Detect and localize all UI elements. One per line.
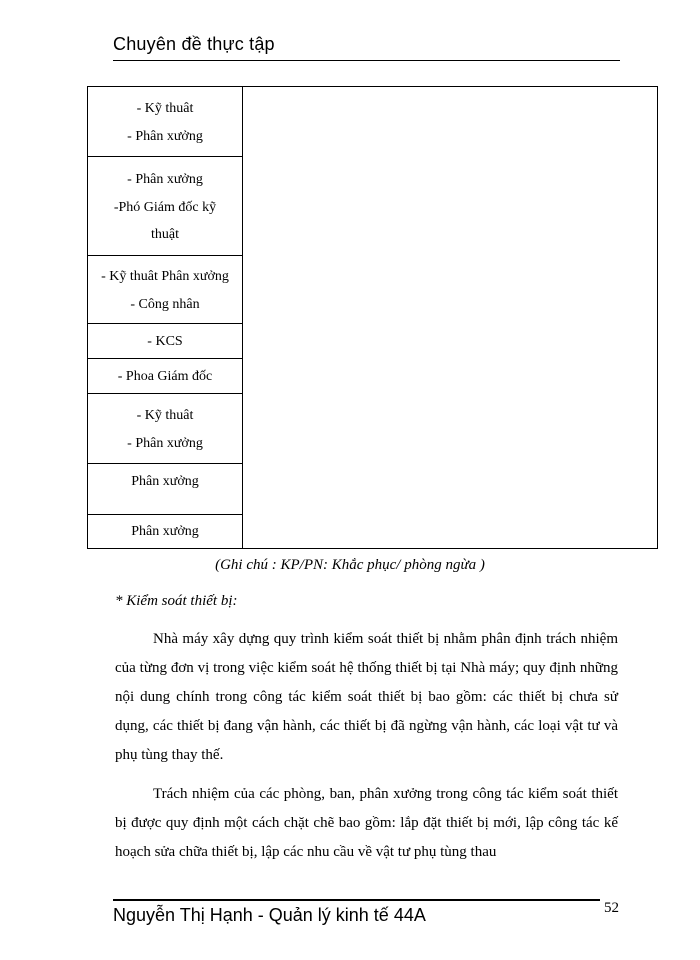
cell-line: - KCS bbox=[147, 333, 183, 349]
cell-line: - Phoa Giám đốc bbox=[117, 368, 213, 384]
header-divider bbox=[113, 60, 620, 61]
cell-line: Phân xưởng bbox=[131, 524, 199, 539]
cell-line: - Phân xưởng bbox=[127, 128, 203, 144]
cell-line: - Công nhân bbox=[130, 296, 200, 312]
cell-line: - Kỹ thuât bbox=[136, 100, 194, 116]
table-cell-responsible bbox=[88, 256, 243, 324]
table-note: (Ghi chú : KP/PN: Khắc phục/ phòng ngừa ) bbox=[215, 557, 485, 573]
cell-line: -Phó Giám đốc kỹ bbox=[113, 200, 217, 215]
document-title: Chuyên đề thực tập bbox=[113, 34, 275, 54]
table-cell-responsible bbox=[88, 324, 243, 359]
responsibility-table bbox=[87, 86, 658, 549]
section-subheading: * Kiểm soát thiết bị: bbox=[115, 593, 238, 609]
cell-line: - Kỹ thuât bbox=[136, 407, 194, 423]
footer-divider bbox=[113, 899, 600, 901]
table-cell-responsible bbox=[88, 87, 243, 157]
page-number: 52 bbox=[604, 900, 619, 916]
table-cell-responsible bbox=[88, 359, 243, 394]
cell-line: thuật bbox=[151, 227, 179, 242]
footer-author: Nguyễn Thị Hạnh - Quản lý kinh tế 44A bbox=[113, 905, 426, 925]
body-paragraph: Trách nhiệm của các phòng, ban, phân xưởng trong công tác kiểm soát thiết bị được quy định một cách chặt chẽ bao gồm: lắp đặt thiết bị mới, lập công tác kế hoạch sửa chữa thiết bị, lập các nhu cầu về vật tư phụ tùng thau bbox=[115, 786, 618, 860]
cell-line: - Phân xưởng bbox=[127, 435, 203, 451]
table-cell-content-empty bbox=[243, 87, 658, 549]
table-cell-responsible bbox=[88, 157, 243, 256]
table-cell-responsible bbox=[88, 515, 243, 549]
table-row bbox=[88, 87, 658, 157]
table-cell-responsible bbox=[88, 464, 243, 515]
body-paragraph: Nhà máy xây dựng quy trình kiểm soát thiết bị nhằm phân định trách nhiệm của từng đơn vị trong việc kiểm soát hệ thống thiết bị tại Nhà máy; quy định những nội dung chính trong công tác kiểm soát thiết bị bao gồm: các thiết bị chưa sử dụng, các thiết bị đang vận hành, các thiết bị đã ngừng vận hành, các loại vật tư và phụ tùng thay thế. bbox=[115, 631, 618, 763]
cell-line: - Phân xưởng bbox=[127, 172, 203, 187]
cell-line: - Kỹ thuât Phân xưởng bbox=[101, 268, 229, 284]
table-cell-responsible bbox=[88, 394, 243, 464]
cell-line: Phân xưởng bbox=[131, 474, 199, 489]
